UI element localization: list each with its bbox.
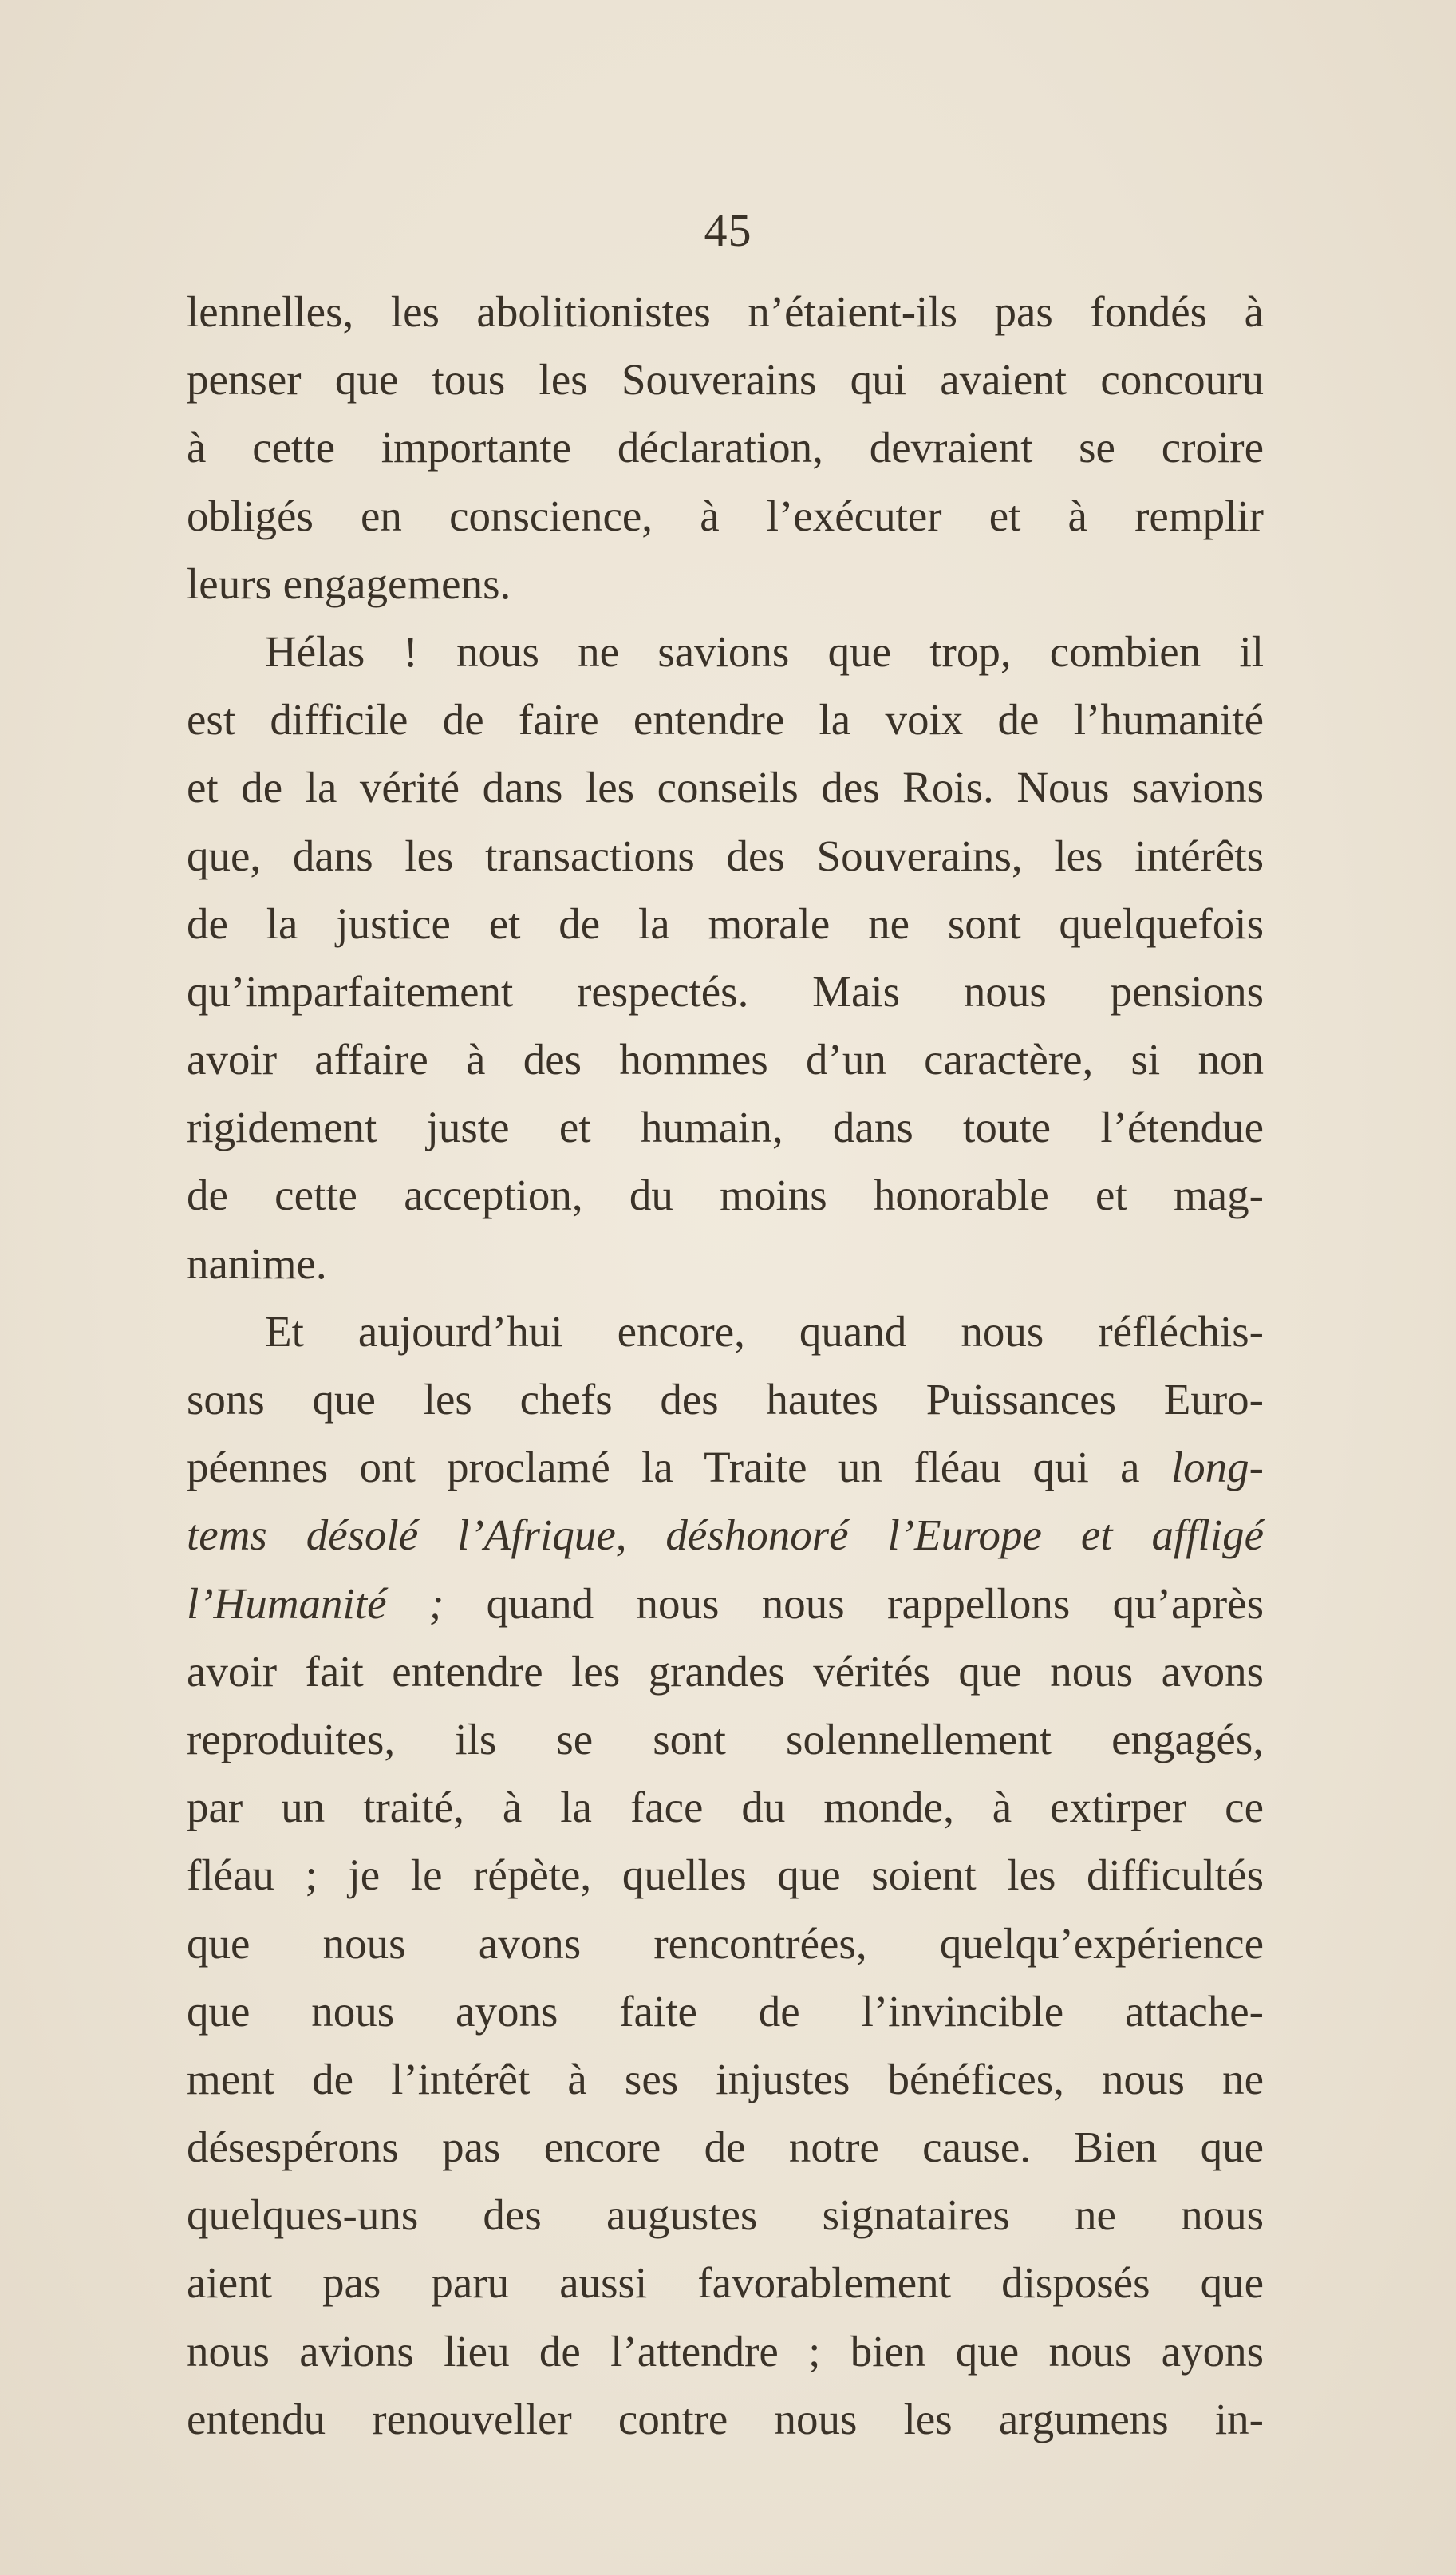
text-line: Et aujourd’hui encore, quand nous réfléchis- — [265, 1306, 1264, 1356]
text-line: avoir fait entendre les grandes vérités que nous avons — [187, 1646, 1264, 1696]
text-line: nous avions lieu de l’attendre ; bien que nous ayons — [187, 2326, 1264, 2376]
text-line: qu’imparfaitement respectés. Mais nous pensions — [187, 966, 1264, 1016]
text-line: rigidement juste et humain, dans toute l’étendue — [187, 1103, 1264, 1152]
text-line: lennelles, les abolitionistes n’étaient-ils pas fondés à — [187, 287, 1264, 336]
text-line: de la justice et de la morale ne sont quelquefois — [187, 898, 1264, 948]
text-line: fléau ; je le répète, quelles que soient les difficultés — [187, 1850, 1264, 1900]
text-line: péennes ont proclamé la Traite un fléau qui a long- — [187, 1443, 1264, 1492]
text-line: désespérons pas encore de notre cause. Bien que — [187, 2123, 1264, 2172]
text-line: que nous ayons faite de l’invincible attache- — [187, 1986, 1264, 2036]
text-line: et de la vérité dans les conseils des Rois. Nous savions — [187, 763, 1264, 812]
text-line: reproduites, ils se sont solennellement engagés, — [187, 1714, 1264, 1763]
text-line: penser que tous les Souverains qui avaient concouru — [187, 355, 1264, 405]
text-line: que, dans les transactions des Souverains, les intérêts — [187, 831, 1264, 880]
italic-text: tems désolé l’Afrique, déshonoré l’Europe et affligé — [187, 1511, 1264, 1560]
text-line: aient pas paru aussi favorablement disposés que — [187, 2258, 1264, 2308]
body-text — [187, 278, 1264, 2453]
text-line — [187, 1501, 1264, 1569]
text-line: sons que les chefs des hautes Puissances Euro- — [187, 1375, 1264, 1424]
text-line: obligés en conscience, à l’exécuter et à remplir — [187, 491, 1264, 540]
text-line: avoir affaire à des hommes d’un caractère, si non — [187, 1035, 1264, 1084]
text-line: par un traité, à la face du monde, à extirper ce — [187, 1783, 1264, 1832]
text-line: ment de l’intérêt à ses injustes bénéfices, nous ne — [187, 2054, 1264, 2103]
text-line: entendu renouveller contre nous les argumens in- — [187, 2394, 1264, 2443]
text-line: à cette importante déclaration, devraient se croire — [187, 423, 1264, 472]
text-line: Hélas ! nous ne savions que trop, combien il — [265, 626, 1264, 676]
text-line: de cette acception, du moins honorable et mag- — [187, 1171, 1264, 1220]
text-line: est difficile de faire entendre la voix de l’humanité — [187, 695, 1264, 744]
text-line: l’Humanité ; quand nous nous rappellons qu’après — [187, 1578, 1265, 1628]
italic-text: l’Humanité ; — [187, 1578, 444, 1628]
text-line: que nous avons rencontrées, quelqu’expérience — [187, 1918, 1264, 1968]
page-number: 45 — [704, 204, 752, 256]
text-line: nanime. — [187, 1238, 327, 1288]
text-line: leurs engagemens. — [187, 559, 511, 608]
italic-text: long- — [1170, 1443, 1264, 1492]
text-line: quelques-uns des augustes signataires ne nous — [187, 2190, 1264, 2240]
